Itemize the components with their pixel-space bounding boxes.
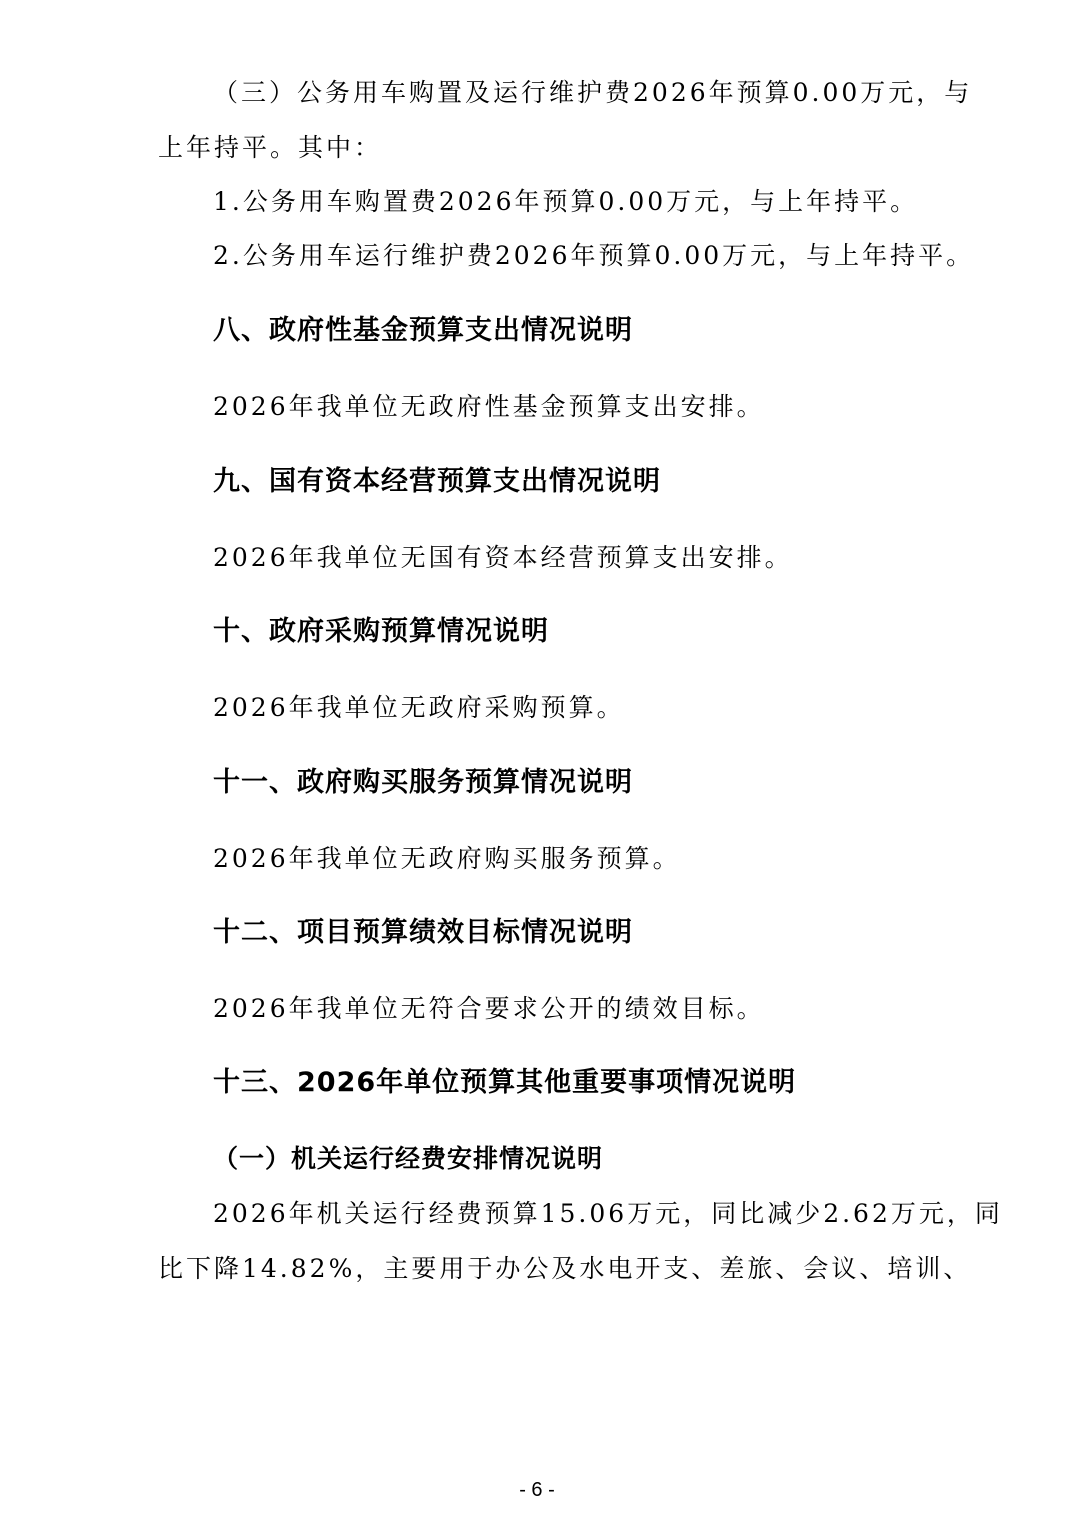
paragraph-vehicle-maintenance-item: 2.公务用车运行维护费2026年预算0.00万元，与上年持平。: [213, 241, 975, 270]
paragraph-vehicle-purchase-item: 1.公务用车购置费2026年预算0.00万元，与上年持平。: [213, 187, 919, 216]
heading-government-procurement: 十、政府采购预算情况说明: [213, 616, 549, 647]
heading-state-capital: 九、国有资本经营预算支出情况说明: [213, 466, 661, 497]
paragraph-vehicle-cost-line-1: （三）公务用车购置及运行维护费2026年预算0.00万元，与: [213, 78, 973, 107]
heading-performance-goals: 十二、项目预算绩效目标情况说明: [213, 917, 633, 948]
paragraph-vehicle-cost-line-2: 上年持平。其中：: [158, 133, 383, 162]
subheading-operating-expenses: （一）机关运行经费安排情况说明: [213, 1144, 604, 1173]
heading-other-matters: 十三、2026年单位预算其他重要事项情况说明: [213, 1067, 797, 1098]
paragraph-state-capital: 2026年我单位无国有资本经营预算支出安排。: [213, 543, 793, 572]
page-number: - 6 -: [519, 1479, 555, 1501]
heading-government-fund: 八、政府性基金预算支出情况说明: [213, 315, 633, 346]
paragraph-government-fund: 2026年我单位无政府性基金预算支出安排。: [213, 392, 765, 421]
paragraph-purchased-services: 2026年我单位无政府购买服务预算。: [213, 844, 681, 873]
heading-purchased-services: 十一、政府购买服务预算情况说明: [213, 767, 633, 798]
paragraph-government-procurement: 2026年我单位无政府采购预算。: [213, 693, 625, 722]
paragraph-performance-goals: 2026年我单位无符合要求公开的绩效目标。: [213, 994, 765, 1023]
paragraph-operating-expenses-line-1: 2026年机关运行经费预算15.06万元，同比减少2.62万元，同: [213, 1199, 1003, 1228]
paragraph-operating-expenses-line-2: 比下降14.82%，主要用于办公及水电开支、差旅、会议、培训、: [158, 1254, 972, 1283]
